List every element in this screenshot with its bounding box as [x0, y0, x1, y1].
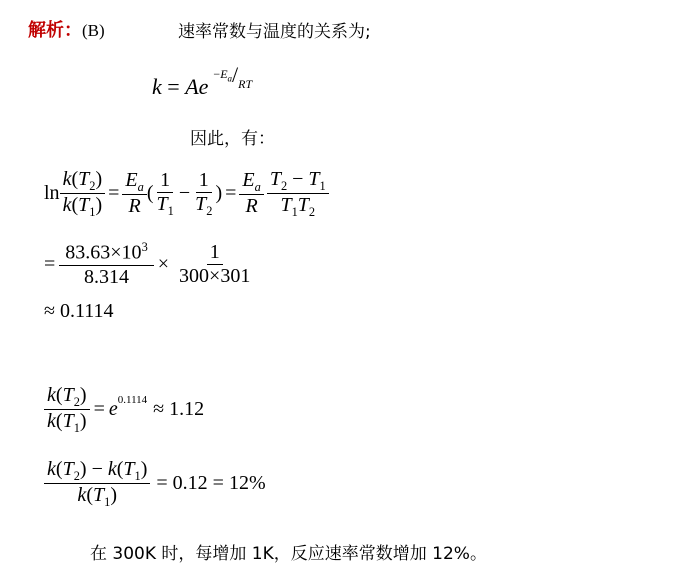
therefore-text: 因此，有：	[190, 129, 275, 149]
ea-over-r-fraction-2: $\frac{E_a}{R}$	[239, 169, 263, 218]
arrhenius-equation: k = Ae $^{-E_a/RT}$	[152, 62, 253, 99]
inverse-t2-fraction: $\frac{1}{T_2}$	[195, 169, 213, 219]
exponent-slash: /	[232, 62, 239, 87]
relation-intro: 速率常数与温度的关系为;	[178, 22, 371, 42]
temperature-product-fraction: $\frac{1}{300\times 301}$	[179, 240, 251, 287]
ratio-fraction: $\frac{k(T_2)}{k(T_1)}$	[44, 384, 90, 436]
ln-ratio-equation: ln $\frac{k(T_2)}{k(T_1)}$ = $\frac{E_a}{R}$ ( $\frac{1}{T_1}$ − $\frac{1}{T_2}$ ) = $\frac{E_a}{R}$ $\frac{T_2 - T_1}{T_1T_2}$	[44, 168, 329, 220]
inverse-t1-fraction: $\frac{1}{T_1}$	[156, 169, 174, 219]
conclusion-text: 在 300K 时，每增加 1K，反应速率常数增加 12%。	[90, 544, 487, 564]
rate-ratio-fraction: $\frac{k(T_2)}{k(T_1)}$	[60, 168, 106, 220]
temperature-difference-fraction: $\frac{T_2 - T_1}{T_1T_2}$	[267, 168, 329, 220]
arrhenius-exponent: −Ea/RT	[213, 62, 253, 91]
analysis-label: 解析：	[28, 20, 82, 41]
ln-result: ≈ 0.1114	[44, 300, 114, 322]
header-line	[28, 16, 105, 42]
answer-choice: (B)	[82, 21, 105, 40]
numeric-substitution: = $\frac{83.63\times 10^3}{8.314}$ × $\frac{1}{300\times 301}$	[44, 240, 256, 289]
percent-change-equation: $\frac{k(T_2) - k(T_1)}{k(T_1)}$ = 0.12 = 12%	[44, 458, 266, 510]
percent-change-fraction: $\frac{k(T_2) - k(T_1)}{k(T_1)}$	[44, 458, 150, 510]
activation-energy-fraction: $\frac{83.63\times 10^3}{8.314}$	[59, 240, 153, 289]
ratio-equation: $\frac{k(T_2)}{k(T_1)}$ = e $^{0.1114}$ ≈ 1.12	[44, 384, 204, 436]
ea-over-r-fraction: $\frac{E_a}{R}$	[122, 169, 146, 218]
